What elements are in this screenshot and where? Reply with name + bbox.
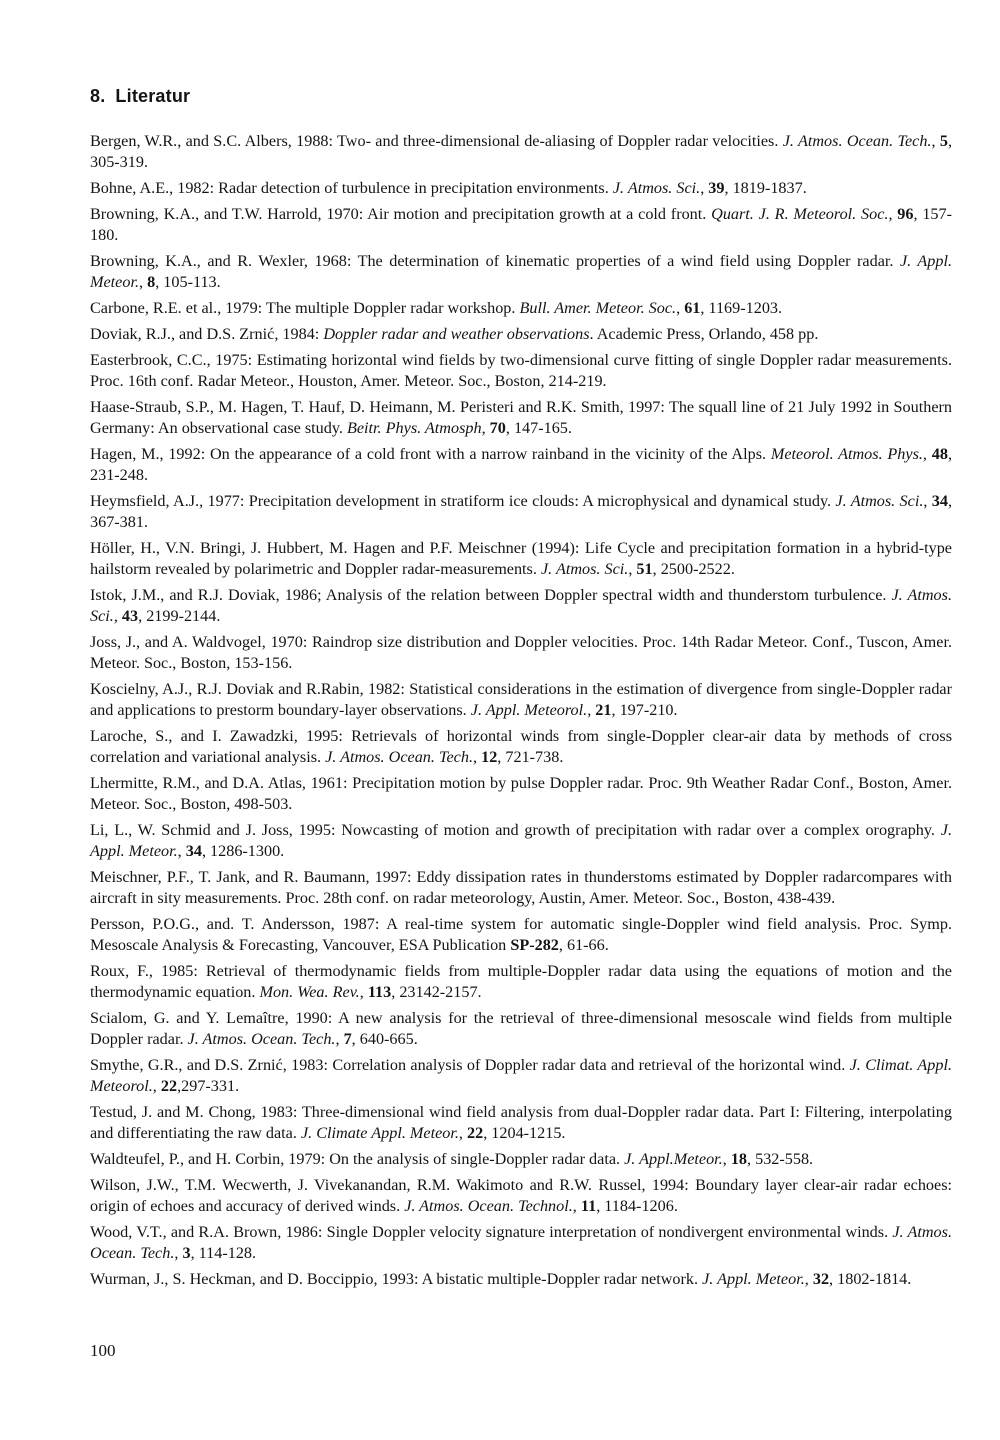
volume-number: 7 [343, 1030, 352, 1048]
journal-name: J. Climate Appl. Meteor. [300, 1124, 459, 1142]
reference-entry [90, 251, 952, 293]
volume-number: 39 [708, 179, 725, 197]
reference-text: , [922, 445, 932, 463]
reference-entry [90, 131, 952, 173]
reference-text: , 305-319. [90, 132, 952, 171]
reference-entry [90, 1102, 952, 1144]
volume-number: 5 [939, 132, 948, 150]
reference-text: , [572, 1197, 581, 1215]
reference-entry [90, 1175, 952, 1217]
reference-text: , [628, 560, 637, 578]
reference-text: , [587, 701, 596, 719]
volume-number: 3 [182, 1244, 191, 1262]
reference-entry [90, 350, 952, 392]
volume-number: 43 [121, 607, 139, 625]
reference-entry [90, 324, 952, 345]
reference-text: , [113, 607, 122, 625]
reference-entry [90, 632, 952, 674]
volume-number: 18 [730, 1150, 747, 1168]
reference-text: , 61-66. [558, 936, 609, 954]
volume-number: 8 [147, 273, 156, 291]
reference-text: , 231-248. [90, 445, 952, 484]
reference-text: , 532-558. [747, 1150, 814, 1168]
journal-name: J. Appl. Meteor. [702, 1270, 805, 1288]
reference-text: Scialom, G. and Y. Lemaître, 1990: A new analysis for the retrieval of three-dimensional mesoscale wind fields from multiple Doppler radar. [90, 1009, 952, 1048]
reference-text: Hagen, M., 1992: On the appearance of a cold front with a narrow rainband in the vicinity of the Alps. [90, 445, 771, 463]
reference-text: , 1184-1206. [596, 1197, 678, 1215]
journal-name: Meteorol. Atmos. Phys. [770, 445, 923, 463]
reference-text: Waldteufel, P., and H. Corbin, 1979: On the analysis of single-Doppler radar data. [90, 1150, 625, 1168]
reference-text: Doviak, R.J., and D.S. Zrnić, 1984: [90, 325, 324, 343]
reference-entry [90, 444, 952, 486]
reference-entry [90, 961, 952, 1003]
volume-number: 32 [812, 1270, 830, 1288]
reference-text: Koscielny, A.J., R.J. Doviak and R.Rabin, 1982: Statistical considerations in the estimation of divergence from single-Doppler radar and applications to prestorm boundary-layer observations. [90, 680, 952, 719]
reference-text: Smythe, G.R., and D.S. Zrnić, 1983: Correlation analysis of Doppler radar data and retrieval of the horizontal wind. [90, 1056, 850, 1074]
reference-entry [90, 1269, 952, 1290]
reference-entry [90, 820, 952, 862]
reference-entry [90, 585, 952, 627]
reference-entry [90, 1008, 952, 1050]
journal-name: J. Atmos. Ocean. Tech. [90, 1223, 952, 1262]
volume-number: 11 [580, 1197, 597, 1215]
reference-text: Testud, J. and M. Chong, 1983: Three-dimensional wind field analysis from dual-Doppler radar data. Part I: Filtering, interpolating and differentiating the raw data. [90, 1103, 952, 1142]
volume-number: 34 [931, 492, 948, 510]
reference-text: , 640-665. [351, 1030, 418, 1048]
reference-text: Meischner, P.F., T. Jank, and R. Baumann, 1997: Eddy dissipation rates in thunderstoms estimated by Doppler radarcompares with aircraft in sity measurements. Proc. 28th conf. on radar meteorology, Austin, Amer. Meteor. Soc., Boston, 438-439. [90, 868, 952, 907]
reference-text: Lhermitte, R.M., and D.A. Atlas, 1961: Precipitation motion by pulse Doppler radar. Proc. 9th Weather Radar Conf., Boston, Amer. Meteor. Soc., Boston, 498-503. [90, 774, 952, 813]
reference-entry [90, 204, 952, 246]
journal-name: J. Atmos. Ocean. Technol. [404, 1197, 573, 1215]
reference-text: Joss, J., and A. Waldvogel, 1970: Raindrop size distribution and Doppler velocities. Proc. 14th Radar Meteor. Conf., Tuscon, Amer. Meteor. Soc., Boston, 153-156. [90, 633, 952, 672]
reference-text: , [473, 748, 482, 766]
journal-name: J. Appl. Meteor. [90, 252, 952, 291]
reference-text: Heymsfield, A.J., 1977: Precipitation development in stratiform ice clouds: A microphysical and dynamical study. [90, 492, 836, 510]
journal-name: J. Appl.Meteor. [624, 1150, 723, 1168]
journal-name: J. Appl. Meteor. [90, 821, 952, 860]
reference-text: , [335, 1030, 344, 1048]
reference-text: Persson, P.O.G., and. T. Andersson, 1987: A real-time system for automatic single-Doppler wind field analysis. Proc. Symp. Mesoscale Analysis & Forecasting, Vancouver, ESA Publication [90, 915, 952, 954]
volume-number: 61 [684, 299, 701, 317]
reference-entry [90, 178, 952, 199]
reference-list [90, 131, 952, 1295]
reference-text: , [359, 983, 368, 1001]
reference-text: , 147-165. [505, 419, 572, 437]
reference-text: Wood, V.T., and R.A. Brown, 1986: Single Doppler velocity signature interpretation of nondivergent environmental winds. [90, 1223, 893, 1241]
reference-text: Carbone, R.E. et al., 1979: The multiple Doppler radar workshop. [90, 299, 520, 317]
volume-number: 12 [481, 748, 498, 766]
section-heading [90, 86, 190, 107]
reference-text: , 1286-1300. [201, 842, 285, 860]
journal-name: J. Atmos. Sci. [90, 586, 952, 625]
reference-entry [90, 914, 952, 956]
reference-entry [90, 298, 952, 319]
journal-name: J. Atmos. Ocean. Tech. [325, 748, 474, 766]
reference-text: Li, L., W. Schmid and J. Joss, 1995: Nowcasting of motion and growth of precipitation with radar over a complex orography. [90, 821, 941, 839]
reference-entry [90, 867, 952, 909]
reference-text: , [722, 1150, 731, 1168]
journal-name: Mon. Wea. Rev. [259, 983, 360, 1001]
reference-entry [90, 538, 952, 580]
reference-text: , 157-180. [90, 205, 953, 244]
reference-text: , 114-128. [190, 1244, 257, 1262]
section-title: Literatur [115, 86, 191, 106]
reference-text: , 23142-2157. [391, 983, 482, 1001]
journal-name: J. Atmos. Sci. [540, 560, 629, 578]
reference-text: ,297-331. [177, 1077, 240, 1095]
reference-entry [90, 773, 952, 815]
volume-number: SP-282 [510, 936, 559, 954]
reference-text: . Academic Press, Orlando, 458 pp. [589, 325, 819, 343]
journal-name: J. Climat. Appl. Meteorol. [90, 1056, 952, 1095]
volume-number: 34 [185, 842, 202, 860]
journal-name: J. Atmos. Sci. [835, 492, 924, 510]
reference-text: , [481, 419, 490, 437]
section-number: 8. [90, 86, 106, 106]
reference-text: , [458, 1124, 467, 1142]
journal-name: Doppler radar and weather observations [323, 325, 590, 343]
journal-name: J. Appl. Meteorol. [470, 701, 588, 719]
reference-text: , [931, 132, 940, 150]
reference-text: , 2199-2144. [138, 607, 221, 625]
reference-text: , 721-738. [497, 748, 564, 766]
volume-number: 22 [160, 1077, 178, 1095]
reference-text: Laroche, S., and I. Zawadzki, 1995: Retrievals of horizontal winds from single-Doppler clear-air data by methods of cross correlation and variational analysis. [90, 727, 952, 766]
journal-name: J. Atmos. Sci. [612, 179, 701, 197]
reference-entry [90, 1149, 952, 1170]
journal-name: Beitr. Phys. Atmosph [346, 419, 482, 437]
reference-text: , [177, 842, 186, 860]
reference-text: , [174, 1244, 183, 1262]
reference-text: , [700, 179, 709, 197]
reference-text: , 1819-1837. [724, 179, 807, 197]
reference-text: , 197-210. [611, 701, 678, 719]
reference-entry [90, 491, 952, 533]
volume-number: 21 [595, 701, 612, 719]
reference-text: , [676, 299, 685, 317]
reference-text: Wurman, J., S. Heckman, and D. Boccippio, 1993: A bistatic multiple-Doppler radar network. [90, 1270, 703, 1288]
page-number: 100 [90, 1341, 116, 1360]
reference-text: , [804, 1270, 813, 1288]
reference-text: , 2500-2522. [652, 560, 735, 578]
reference-text: Wilson, J.W., T.M. Wecwerth, J. Vivekanandan, R.M. Wakimoto and R.W. Russel, 1994: Boundary layer clear-air radar echoes: origin of echoes and accuracy of derived winds. [90, 1176, 952, 1215]
volume-number: 113 [367, 983, 392, 1001]
volume-number: 48 [931, 445, 948, 463]
reference-text: Roux, F., 1985: Retrieval of thermodynamic fields from multiple-Doppler radar data using the equations of motion and the thermodynamic equation. [90, 962, 952, 1001]
reference-text: , 367-381. [90, 492, 953, 531]
reference-text: Easterbrook, C.C., 1975: Estimating horizontal wind fields by two-dimensional curve fitting of single Doppler radar measurements. Proc. 16th conf. Radar Meteor., Houston, Amer. Meteor. Soc., Boston, 214-219. [90, 351, 952, 390]
reference-text: , [139, 273, 148, 291]
volume-number: 96 [897, 205, 914, 223]
reference-text: Browning, K.A., and R. Wexler, 1968: The determination of kinematic properties of a wind field using Doppler radar. [90, 252, 900, 270]
reference-text: Browning, K.A., and T.W. Harrold, 1970: Air motion and precipitation growth at a cold front. [90, 205, 712, 223]
reference-entry [90, 397, 952, 439]
reference-entry [90, 726, 952, 768]
volume-number: 22 [467, 1124, 484, 1142]
reference-text: , 1169-1203. [700, 299, 783, 317]
reference-text: Haase-Straub, S.P., M. Hagen, T. Hauf, D. Heimann, M. Peristeri and R.K. Smith, 1997: The squall line of 21 July 1992 in Southern Germany: An observational case study. [90, 398, 952, 437]
reference-text: , [923, 492, 932, 510]
journal-name: J. Atmos. Ocean. Tech. [782, 132, 932, 150]
journal-name: J. Atmos. Ocean. Tech. [187, 1030, 336, 1048]
reference-entry [90, 1222, 952, 1264]
reference-text: , [888, 205, 898, 223]
reference-entry [90, 1055, 952, 1097]
reference-entry [90, 679, 952, 721]
reference-text: Istok, J.M., and R.J. Doviak, 1986; Analysis of the relation between Doppler spectral width and thunderstom turbulence. [90, 586, 892, 604]
reference-text: Bergen, W.R., and S.C. Albers, 1988: Two- and three-dimensional de-aliasing of Doppler radar velocities. [90, 132, 783, 150]
reference-text: , 1802-1814. [829, 1270, 912, 1288]
reference-text: Bohne, A.E., 1982: Radar detection of turbulence in precipitation environments. [90, 179, 613, 197]
reference-text: , 105-113. [155, 273, 221, 291]
volume-number: 51 [636, 560, 653, 578]
reference-text: , 1204-1215. [483, 1124, 566, 1142]
journal-name: Bull. Amer. Meteor. Soc. [519, 299, 677, 317]
reference-text: Höller, H., V.N. Bringi, J. Hubbert, M. Hagen and P.F. Meischner (1994): Life Cycle and precipitation formation in a hybrid-type hailstorm revealed by polarimetric and Doppler radar-measurements. [90, 539, 952, 578]
journal-name: Quart. J. R. Meteorol. Soc. [711, 205, 889, 223]
volume-number: 70 [489, 419, 506, 437]
reference-text: , [152, 1077, 161, 1095]
